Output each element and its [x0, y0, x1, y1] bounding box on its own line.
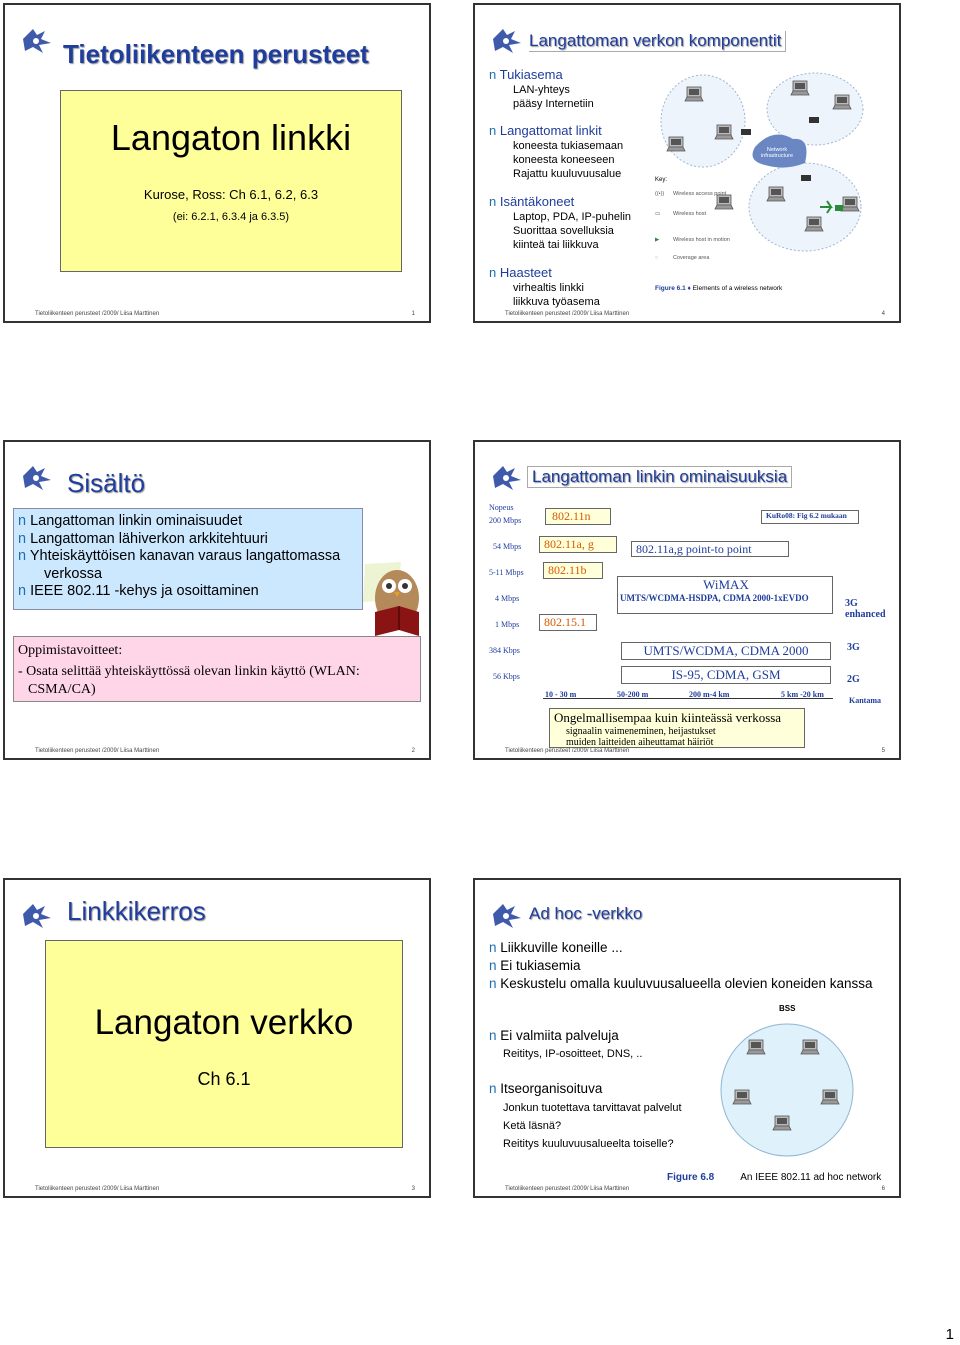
slide-footer: Tietoliikenteen perusteet /2009/ Liisa Marttinen [505, 1186, 630, 1192]
figure-caption: Figure 6.8 An IEEE 802.11 ad hoc network [667, 1172, 882, 1183]
speed-tick: 384 Kbps [489, 646, 520, 655]
hsdpa-label: UMTS/WCDMA-HSDPA, CDMA 2000-1xEVDO [620, 593, 809, 603]
learning-goals-box [13, 636, 421, 702]
slide-footer: Tietoliikenteen perusteet /2009/ Liisa Marttinen [35, 1186, 160, 1192]
contents-item: n IEEE 802.11 -kehys ja osoittaminen [18, 583, 259, 599]
slide-4 [473, 3, 901, 323]
university-logo-icon [489, 900, 523, 930]
speed-tick: 56 Kbps [493, 672, 520, 681]
speed-tick: 200 Mbps [489, 516, 522, 525]
slide-title: Ad hoc -verkko [529, 904, 643, 923]
figure-caption: Figure 6.1 ♦ Elements of a wireless network [655, 285, 783, 292]
3g-enhanced-label: 3G enhanced [845, 598, 886, 620]
legend-item: ◌ Coverage area [655, 255, 710, 261]
network-diagram [655, 67, 883, 287]
problem-box [549, 708, 805, 748]
title-box [45, 940, 403, 1148]
3g-label: 3G [847, 642, 860, 653]
contents-box [13, 508, 363, 610]
slide-title: Langattoman linkin ominaisuuksia [527, 466, 792, 488]
point-to-point-bar: 802.11a,g point-to point [631, 541, 789, 557]
learning-goals-heading: Oppimistavoitteet: [18, 643, 123, 658]
range-tick: 50-200 m [617, 690, 649, 699]
legend-item: ▭ Wireless host [655, 211, 707, 217]
slide-title: Tietoliikenteen perusteet [63, 39, 369, 69]
slide-footer: Tietoliikenteen perusteet /2009/ Liisa Marttinen [505, 311, 630, 317]
list-item: n Tukiasema [489, 67, 563, 82]
slide-heading: Langaton linkki [110, 117, 352, 158]
bss-label: BSS [779, 1004, 796, 1013]
sub-item: Reititys, IP-osoitteet, DNS, .. [503, 1048, 643, 1060]
standard-802-15-1: 802.15.1 [539, 614, 597, 631]
slide-number: 1 [411, 311, 415, 317]
contents-item: n Yhteiskäyttöisen kanavan varaus langattomassa verkossa [18, 548, 341, 582]
list-item: n Liikkuville koneille ... [489, 940, 623, 955]
chapter-reference: Kurose, Ross: Ch 6.1, 6.2, 6.3 [143, 187, 319, 202]
sub-item: Jonkun tuotettava tarvittavat palvelut [503, 1102, 682, 1114]
list-item: n Langattomat linkit [489, 123, 602, 138]
wireless-network-figure [655, 67, 883, 307]
slide-number: 2 [411, 748, 415, 754]
sub-item: Reititys kuuluvuusalueelta toiselle? [503, 1138, 674, 1150]
owl-reading-illustration [361, 560, 431, 642]
learning-goal: - Osata selittää yhteiskäyttössä olevan linkin käyttö (WLAN: CSMA/CA) [18, 664, 360, 697]
problem-heading: Ongelmallisempaa kuin kiinteässä verkossa [554, 710, 782, 725]
sub-item: virhealtis linkki [513, 282, 584, 294]
slide-2 [3, 440, 431, 760]
university-logo-icon [19, 25, 53, 55]
is95-bar: IS-95, CDMA, GSM [621, 666, 831, 684]
speed-axis-title: Nopeus [489, 503, 514, 512]
wimax-label: WiMAX [703, 577, 749, 592]
page-number: 1 [945, 1326, 954, 1343]
wimax-bar [617, 576, 833, 614]
sub-item: koneesta tukiasemaan [513, 140, 624, 152]
figure-reference: KuRo08: Fig 6.2 mukaan [761, 510, 859, 524]
title-box [60, 90, 402, 272]
sub-item: pääsy Internetiin [513, 98, 594, 110]
university-logo-icon [19, 462, 53, 492]
list-item: n Ei tukiasemia [489, 958, 581, 973]
sub-item: liikkuva työasema [513, 296, 600, 308]
speed-tick: 5-11 Mbps [489, 568, 524, 577]
standard-802-11n: 802.11n [545, 508, 611, 525]
list-item: n Ei valmiita palveluja [489, 1028, 619, 1043]
range-axis-title: Kantama [849, 696, 881, 705]
legend-item: ▶ Wireless host in motion [655, 237, 730, 243]
contents-item: n Langattoman lähiverkon arkkitehtuuri [18, 530, 268, 547]
sub-item: LAN-yhteys [513, 84, 570, 96]
range-tick: 200 m-4 km [689, 690, 730, 699]
slide-heading: Langaton verkko [94, 1003, 354, 1042]
sub-item: koneesta koneeseen [513, 154, 615, 166]
university-logo-icon [19, 900, 53, 930]
slide-1 [3, 3, 431, 323]
slide-3 [3, 878, 431, 1198]
list-item: n Itseorganisoituva [489, 1081, 603, 1096]
slide-footer: Tietoliikenteen perusteet /2009/ Liisa Marttinen [35, 311, 160, 317]
figure-key: Key: [655, 177, 668, 183]
slide-5 [473, 440, 901, 760]
slide-footer: Tietoliikenteen perusteet /2009/ Liisa Marttinen [505, 748, 630, 754]
university-logo-icon [489, 462, 523, 492]
speed-tick: 1 Mbps [495, 620, 520, 629]
list-item: n Keskustelu omalla kuuluvuusalueella olevien koneiden kanssa [489, 976, 873, 991]
excluded-sections: (ei: 6.2.1, 6.3.4 ja 6.3.5) [172, 211, 290, 223]
problem-detail: muiden laitteiden aiheuttamat häiriöt [566, 737, 714, 748]
speed-tick: 54 Mbps [493, 542, 522, 551]
slide-footer: Tietoliikenteen perusteet /2009/ Liisa Marttinen [35, 748, 160, 754]
sub-item: Rajattu kuuluvuusalue [513, 168, 622, 180]
range-tick: 5 km -20 km [781, 690, 824, 699]
university-logo-icon [489, 25, 523, 55]
sub-item: Suorittaa sovelluksia [513, 225, 614, 237]
slide-number: 3 [411, 1186, 415, 1192]
list-item: n Isäntäkoneet [489, 194, 575, 209]
legend-item: ((•)) Wireless access point [655, 191, 727, 197]
slide-title: Sisältö [67, 468, 146, 498]
slide-title: Linkkikerros [67, 896, 206, 926]
sub-item: kiinteä tai liikkuva [513, 239, 599, 251]
2g-label: 2G [847, 674, 860, 685]
slide-number: 5 [881, 748, 885, 754]
umts-bar: UMTS/WCDMA, CDMA 2000 [621, 642, 831, 660]
standard-802-11ag: 802.11a, g [539, 536, 617, 553]
chapter-reference: Ch 6.1 [197, 1069, 251, 1089]
problem-detail: signaalin vaimeneminen, heijastukset [566, 726, 716, 737]
contents-item: n Langattoman linkin ominaisuudet [18, 513, 243, 529]
sub-item: Ketä läsnä? [503, 1120, 562, 1132]
standard-802-11b: 802.11b [543, 562, 603, 579]
sub-item: Laptop, PDA, IP-puhelin [513, 211, 632, 223]
speed-tick: 4 Mbps [495, 594, 520, 603]
network-infrastructure-label: Network infrastructure [760, 147, 794, 159]
slide-number: 6 [881, 1186, 885, 1192]
list-item: n Haasteet [489, 265, 552, 280]
ad-hoc-network-diagram [717, 1020, 857, 1160]
slide-6 [473, 878, 901, 1198]
slide-title: Langattoman verkon komponentit [529, 31, 786, 52]
range-tick: 10 - 30 m [545, 690, 577, 699]
slide-number: 4 [881, 311, 885, 317]
